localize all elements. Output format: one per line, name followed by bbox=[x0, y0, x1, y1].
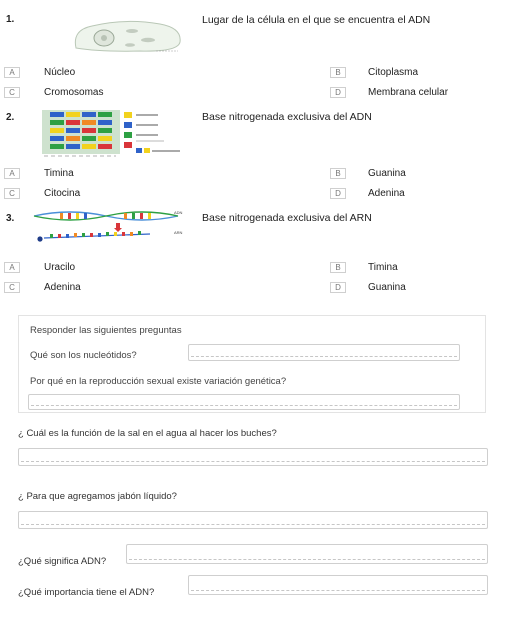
q2-option-c-letter[interactable]: C bbox=[4, 188, 20, 199]
q2-option-b-letter[interactable]: B bbox=[330, 168, 346, 179]
q1-option-c[interactable]: Cromosomas bbox=[44, 87, 104, 98]
q-nucleotidos-label: Qué son los nucleótidos? bbox=[30, 350, 137, 361]
q1-option-a[interactable]: Núcleo bbox=[44, 67, 76, 78]
q2-number: 2. bbox=[6, 112, 15, 123]
q-adn-label: ¿Qué significa ADN? bbox=[18, 556, 107, 567]
jabon-answer-field[interactable] bbox=[18, 511, 488, 529]
q2-option-b[interactable]: Guanina bbox=[368, 168, 406, 179]
q1-option-a-letter[interactable]: A bbox=[4, 67, 20, 78]
dna-rna-illustration bbox=[30, 206, 190, 254]
q3-option-b[interactable]: Timina bbox=[368, 262, 398, 273]
q2-option-d-letter[interactable]: D bbox=[330, 188, 346, 199]
sal-answer-field[interactable] bbox=[18, 448, 488, 466]
variacion-answer-field[interactable] bbox=[28, 394, 460, 410]
cell-illustration bbox=[70, 18, 190, 56]
q3-option-a-letter[interactable]: A bbox=[4, 262, 20, 273]
q-variacion-label: Por qué en la reproducción sexual existe variación genética? bbox=[30, 376, 287, 387]
q3-number: 3. bbox=[6, 213, 15, 224]
q-sal-label: ¿ Cuál es la función de la sal en el agua al hacer los buches? bbox=[18, 428, 277, 439]
q2-prompt: Base nitrogenada exclusiva del ADN bbox=[202, 111, 372, 123]
adn-answer-field[interactable] bbox=[126, 544, 488, 564]
q2-option-a[interactable]: Timina bbox=[44, 168, 74, 179]
q1-option-d-letter[interactable]: D bbox=[330, 87, 346, 98]
rna-label: ARN bbox=[174, 230, 183, 235]
q3-prompt: Base nitrogenada exclusiva del ARN bbox=[202, 212, 372, 224]
q2-option-a-letter[interactable]: A bbox=[4, 168, 20, 179]
section-title: Responder las siguientes preguntas bbox=[30, 325, 182, 336]
q3-option-b-letter[interactable]: B bbox=[330, 262, 346, 273]
q3-option-d[interactable]: Guanina bbox=[368, 282, 406, 293]
importancia-answer-field[interactable] bbox=[188, 575, 488, 595]
q1-prompt: Lugar de la célula en el que se encuentra el ADN bbox=[202, 14, 431, 26]
q3-option-c[interactable]: Adenina bbox=[44, 282, 81, 293]
q1-option-c-letter[interactable]: C bbox=[4, 87, 20, 98]
q3-option-a[interactable]: Uracilo bbox=[44, 262, 76, 273]
q-importancia-label: ¿Qué importancia tiene el ADN? bbox=[18, 587, 155, 598]
dna-label: ADN bbox=[174, 210, 183, 215]
q3-option-c-letter[interactable]: C bbox=[4, 282, 20, 293]
q1-option-d[interactable]: Membrana celular bbox=[368, 87, 449, 98]
q1-number: 1. bbox=[6, 14, 15, 25]
nucleotidos-answer-field[interactable] bbox=[188, 344, 460, 361]
q3-option-d-letter[interactable]: D bbox=[330, 282, 346, 293]
q1-option-b[interactable]: Citoplasma bbox=[368, 67, 419, 78]
q2-option-c[interactable]: Citocina bbox=[44, 188, 81, 199]
q-jabon-label: ¿ Para que agregamos jabón líquido? bbox=[18, 491, 177, 502]
q1-option-b-letter[interactable]: B bbox=[330, 67, 346, 78]
dna-helix-illustration bbox=[40, 108, 190, 158]
q2-option-d[interactable]: Adenina bbox=[368, 188, 405, 199]
